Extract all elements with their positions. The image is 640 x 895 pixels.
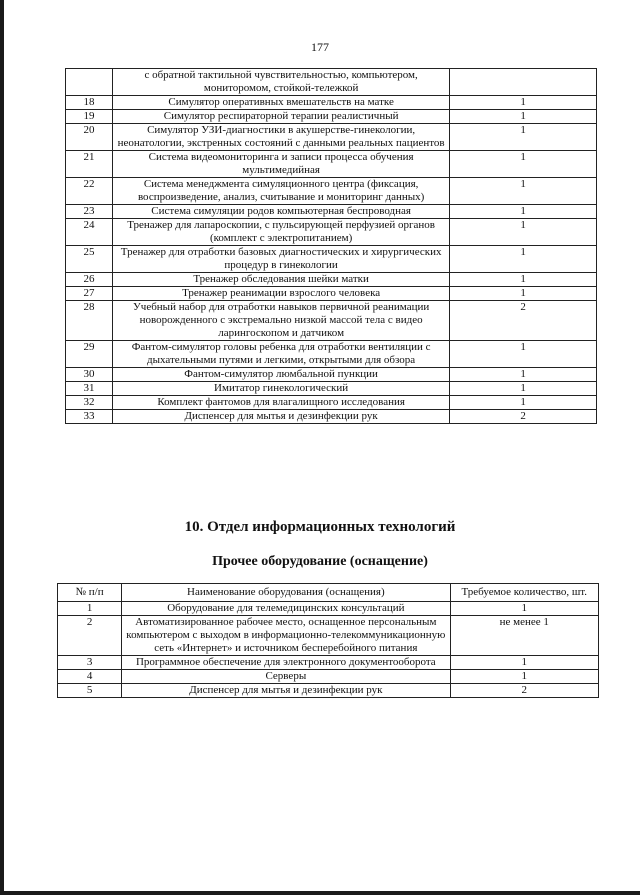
row-quantity: 1	[450, 656, 598, 670]
row-number: 22	[66, 178, 113, 205]
table-row	[66, 151, 597, 178]
row-number: 4	[58, 670, 122, 684]
row-name: Система видеомониторинга и записи процесса обучения мультимедийная	[112, 151, 449, 178]
table-row	[66, 219, 597, 246]
table-row	[66, 368, 597, 382]
row-name: Программное обеспечение для электронного документооборота	[122, 656, 450, 670]
row-number: 31	[66, 382, 113, 396]
row-number: 28	[66, 301, 113, 341]
row-name: Тренажер обследования шейки матки	[112, 273, 449, 287]
row-name: Имитатор гинекологический	[112, 382, 449, 396]
row-quantity: 1	[450, 670, 598, 684]
table-row	[58, 616, 599, 656]
row-number: 21	[66, 151, 113, 178]
row-quantity: 1	[450, 151, 597, 178]
row-number: 2	[58, 616, 122, 656]
row-number	[66, 69, 113, 96]
row-quantity: 2	[450, 301, 597, 341]
row-name: Система менеджмента симуляционного центра (фиксация, воспроизведение, анализ, считывание и мониторинг данных)	[112, 178, 449, 205]
table-row	[66, 301, 597, 341]
row-name: Тренажер для лапароскопии, с пульсирующей перфузией органов (комплект с электропитанием)	[112, 219, 449, 246]
row-number: 27	[66, 287, 113, 301]
row-name: Тренажер для отработки базовых диагностических и хирургических процедур в гинекологии	[112, 246, 449, 273]
it-equipment-table	[57, 583, 599, 698]
section-title: 10. Отдел информационных технологий	[184, 519, 456, 535]
row-quantity: 1	[450, 246, 597, 273]
row-quantity: 1	[450, 273, 597, 287]
row-number: 32	[66, 396, 113, 410]
table-row	[66, 410, 597, 424]
header-name: Наименование оборудования (оснащения)	[122, 584, 450, 602]
row-number: 5	[58, 684, 122, 698]
row-number: 25	[66, 246, 113, 273]
table-row	[66, 205, 597, 219]
table-row	[66, 124, 597, 151]
row-quantity: 1	[450, 219, 597, 246]
table-row	[58, 656, 599, 670]
header-number: № п/п	[58, 584, 122, 602]
row-quantity: 1	[450, 124, 597, 151]
row-quantity: 1	[450, 110, 597, 124]
row-quantity: 1	[450, 205, 597, 219]
scan-border-bottom	[0, 891, 640, 895]
row-number: 19	[66, 110, 113, 124]
row-number: 30	[66, 368, 113, 382]
row-name: Диспенсер для мытья и дезинфекции рук	[112, 410, 449, 424]
table-row	[66, 96, 597, 110]
row-number: 29	[66, 341, 113, 368]
row-number: 18	[66, 96, 113, 110]
row-quantity: 2	[450, 410, 597, 424]
row-name: Фантом-симулятор головы ребенка для отработки вентиляции с дыхательными путями и легкими, открытыми для обзора	[112, 341, 449, 368]
row-name: Тренажер реанимации взрослого человека	[112, 287, 449, 301]
table-row	[66, 246, 597, 273]
row-quantity: 1	[450, 602, 598, 616]
row-quantity: 1	[450, 178, 597, 205]
row-name: Система симуляции родов компьютерная беспроводная	[112, 205, 449, 219]
header-quantity: Требуемое количество, шт.	[450, 584, 598, 602]
table-row	[66, 273, 597, 287]
row-name: Оборудование для телемедицинских консультаций	[122, 602, 450, 616]
row-name: с обратной тактильной чувствительностью, компьютером, мониторомом, стойкой-тележкой	[112, 69, 449, 96]
row-name: Комплект фантомов для влагалищного исследования	[112, 396, 449, 410]
row-quantity: 1	[450, 341, 597, 368]
row-number: 3	[58, 656, 122, 670]
row-name: Симулятор респираторной терапии реалистичный	[112, 110, 449, 124]
row-number: 24	[66, 219, 113, 246]
table-row	[66, 69, 597, 96]
row-quantity: 1	[450, 396, 597, 410]
table-row	[66, 178, 597, 205]
table-row	[58, 684, 599, 698]
row-name: Серверы	[122, 670, 450, 684]
table-header-row	[58, 584, 599, 602]
row-quantity: 1	[450, 287, 597, 301]
row-quantity: 2	[450, 684, 598, 698]
table-row	[58, 670, 599, 684]
subsection-title: Прочее оборудование (оснащение)	[212, 554, 428, 569]
row-name: Учебный набор для отработки навыков первичной реанимации новорожденного с экстремально низкой массой тела с видео ларингоскопом и датчиком	[112, 301, 449, 341]
row-number: 33	[66, 410, 113, 424]
table-row	[58, 602, 599, 616]
row-quantity: 1	[450, 368, 597, 382]
row-number: 23	[66, 205, 113, 219]
row-number: 1	[58, 602, 122, 616]
row-name: Симулятор оперативных вмешательств на матке	[112, 96, 449, 110]
row-quantity: 1	[450, 96, 597, 110]
table-row	[66, 110, 597, 124]
equipment-table-continued	[65, 68, 597, 424]
scan-border-left	[0, 0, 4, 895]
row-name: Диспенсер для мытья и дезинфекции рук	[122, 684, 450, 698]
table-row	[66, 287, 597, 301]
row-name: Симулятор УЗИ-диагностики в акушерстве-гинекологии, неонатологии, экстренных состояний с данными реальных пациентов	[112, 124, 449, 151]
table-row	[66, 396, 597, 410]
table-row	[66, 382, 597, 396]
row-number: 20	[66, 124, 113, 151]
page-number: 177	[311, 40, 329, 54]
row-quantity	[450, 69, 597, 96]
row-number: 26	[66, 273, 113, 287]
row-quantity: 1	[450, 382, 597, 396]
row-quantity: не менее 1	[450, 616, 598, 656]
row-name: Автоматизированное рабочее место, оснащенное персональным компьютером с выходом в информационно-телекоммуникационную сеть «Интернет» и источником бесперебойного питания	[122, 616, 450, 656]
table-row	[66, 341, 597, 368]
row-name: Фантом-симулятор люмбальной пункции	[112, 368, 449, 382]
